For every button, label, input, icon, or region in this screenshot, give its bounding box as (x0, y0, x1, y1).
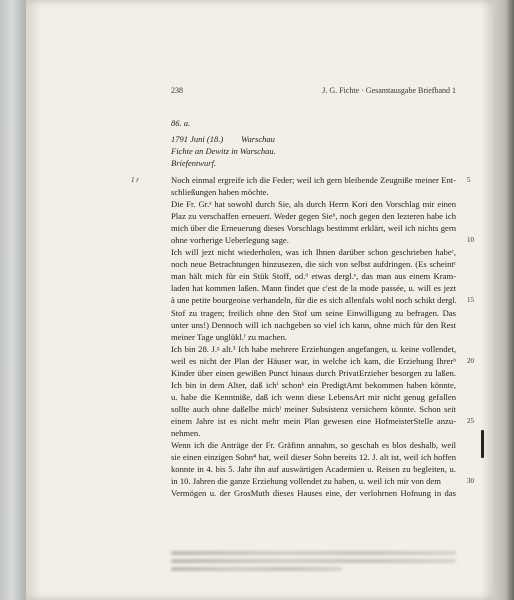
line-number: 5 (467, 176, 471, 184)
line-number: 30 (467, 477, 474, 486)
letter-date: 1791 Juni (18.) (171, 134, 224, 144)
text-line-content: Ich bin 28. J.ᵍ alt.³ Ich habe mehrere Erziehungen angefangen, u. keine vollendet, (171, 343, 456, 354)
text-line (171, 451, 456, 463)
text-line (171, 294, 474, 306)
text-line (171, 427, 456, 439)
footnotes-blurred (171, 548, 456, 576)
line-number: 15 (467, 296, 474, 305)
text-line-content: laden hat kommen laßen. Mann findet que c'est de la mode passée, u. will es jezt (171, 283, 456, 294)
text-line-content: ohne vorherige Ueberlegung sage. (171, 235, 289, 246)
text-line (171, 174, 471, 186)
text-line-content: Vermögen u. der GrosMuth dieses Hauses eine, der verlohrnen Hofnung in das (171, 488, 456, 499)
text-line-content: Die Fr. Gr.ᵃ hat sowohl durch Sie, als durch Herrn Kori den Vorschlag mir einen (171, 199, 456, 210)
text-line (171, 246, 456, 258)
text-line-content: nehmen. (171, 427, 201, 438)
page-number: 238 (171, 86, 183, 95)
book-binding (0, 0, 26, 600)
footnote-line (171, 551, 456, 555)
text-line-content: weil es nicht der Plan der Häuser war, in welche ich kam, die Erziehung Ihrerʰ (171, 355, 456, 366)
text-line-content: meiner Tage unglükl.ᶠ zu machen. (171, 331, 288, 342)
running-title: J. G. Fichte · Gesamtausgabe Briefband 1 (322, 86, 456, 95)
text-line-content: unter uns!) Dennoch will ich nachgeben so viel ich kann, ohne mich für den Rest (171, 319, 456, 330)
text-line (171, 282, 456, 294)
letter-addressee: Fichte an Dewitz in Warschau. (171, 146, 276, 156)
line-number: 10 (467, 236, 474, 245)
margin-folio-reference: 1 r (131, 176, 139, 184)
document-type: Briefentwurf. (171, 158, 217, 168)
footnote-line (171, 567, 342, 571)
letter-body (171, 174, 474, 499)
text-cursor (481, 430, 484, 458)
text-line (171, 319, 456, 331)
text-line (171, 415, 474, 427)
text-line-content: Plaz zu verschaffen erneuert. Weder gegen Sieᵇ, noch gegen den lezteren habe ich (171, 211, 456, 222)
line-number: 20 (467, 356, 474, 365)
text-line (171, 355, 474, 367)
text-line (171, 186, 456, 198)
text-line-content: sie einen einzigen Sohn⁴ hat, weil dieser Sohn bereits 12. J. alt ist, weil ich hoffen (171, 452, 456, 463)
text-line-content: Noch einmal ergreife ich die Feder; weil ich gern bleibende Zeugniße meiner Ent- (171, 175, 456, 185)
text-line (171, 463, 456, 475)
page-edge (493, 0, 514, 600)
text-line-content: einem Jahre ist es nicht mehr mein Plan gewesen eine HofmeisterStelle anzu- (171, 415, 456, 426)
text-line (171, 210, 456, 222)
text-line-content: sollte auch ohne daßelbe michˡ meiner Subsistenz versichern könnte. Schon seit (171, 403, 456, 414)
text-line (171, 234, 474, 246)
text-line (171, 222, 456, 234)
text-line (171, 307, 456, 319)
text-line (171, 391, 456, 403)
text-line (171, 379, 456, 391)
letter-dateline (171, 134, 275, 144)
entry-number: 86. a. (171, 118, 191, 128)
text-line (171, 487, 456, 499)
text-line-content: konnte in 4. bis 5. Jahr ihn auf auswärtigen Academien u. Reisen zu begleiten, u. (171, 464, 456, 475)
letter-place: Warschau (241, 134, 275, 144)
running-head (171, 86, 456, 95)
text-line (171, 258, 456, 270)
footnote-line (171, 559, 456, 563)
text-line (171, 403, 456, 415)
text-line-content: Wenn ich die Anträge der Fr. Gräfinn annahm, so geschah es blos deshalb, weil (171, 440, 456, 451)
text-line-content: mich über die Erneuerung dieses Vorschlags bestimmt erklärt, weil ich nichts gern (171, 223, 456, 234)
text-line-content: man hält mich für ein Stük Stoff, od.ᵈ etwas dergl.ᵉ, das man aus einem Kram- (171, 271, 456, 282)
text-line-content: Stof zu tragen; freilich ohne den Stof um seine Einwilligung zu befragen. Das (171, 307, 456, 318)
text-line-content: Kinder über einen gewißen Punct hinaus durch PrivatErzieher besorgen zu laßen. (171, 367, 456, 378)
text-line (171, 475, 474, 487)
text-line (171, 198, 456, 210)
text-line-content: schließungen haben möchte. (171, 187, 269, 198)
text-line-content: in 10. Jahren die ganze Erziehung vollendet zu haben, u. weil ich mir von dem (171, 476, 441, 487)
text-line (171, 331, 456, 343)
text-line (171, 343, 456, 355)
text-line-content: Ich will jezt nicht wiederholen, was ich Ihnen darüber schon geschrieben habeᶜ, (171, 247, 456, 258)
text-line-content: u. habe die Kenntniße, daß ich wenn diese LebensArt mir nicht genug gefallen (171, 391, 456, 402)
text-line (171, 439, 456, 451)
text-line-content: Ich bin in dem Alter, daß ichⁱ schonᵏ ein PredigtAmt bekommen haben könnte, (171, 379, 456, 390)
text-line (171, 270, 456, 282)
text-line-content: noch neue Betrachtungen hinzusezen, die sich von selbst aufdringen. (Es scheintᶜ (171, 259, 456, 270)
text-line-content: à une petite bourgeoise verhandeln, für die es sich allenfals wohl noch schikt dergl. (171, 295, 457, 306)
line-number: 25 (467, 416, 474, 425)
text-line (171, 367, 456, 379)
